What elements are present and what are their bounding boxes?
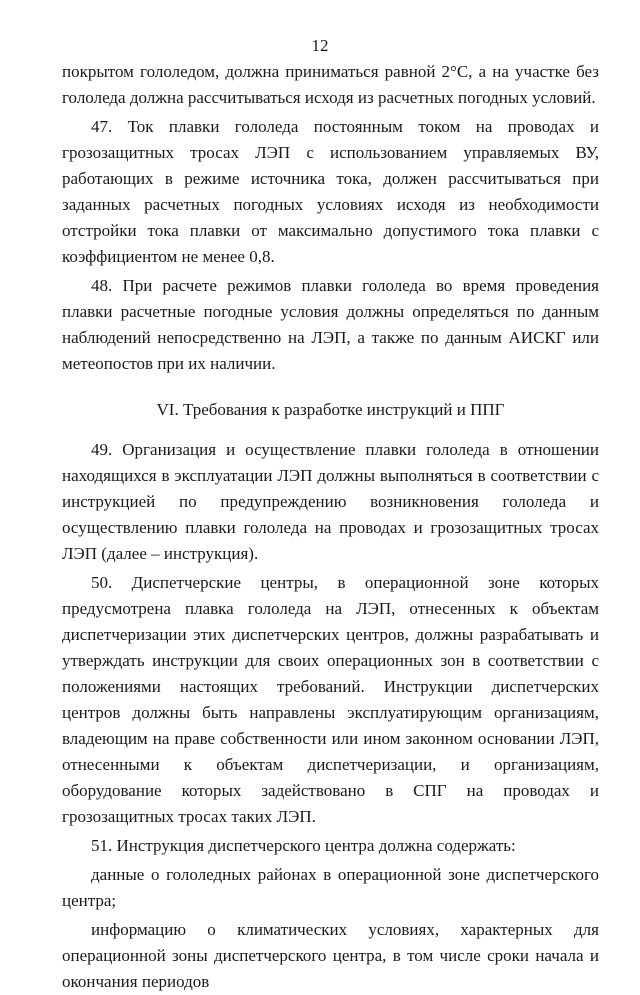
section-heading: VI. Требования к разработке инструкций и ППГ [156, 400, 505, 419]
paragraph-47: 47. Ток плавки гололеда постоянным током на проводах и грозозащитных тросах ЛЭП с использованием управляемых ВУ, работающих в режиме источника тока, должен рассчитываться при заданных расчетных погодных условиях исходя из необходимости отстройки тока плавки от максимально допустимого тока плавки с коэффициентом не менее 0,8. [62, 117, 599, 266]
paragraph-51-item-2: информацию о климатических условиях, характерных для операционной зоны диспетчерского центра, в том числе сроки начала и окончания периодов [62, 920, 599, 991]
paragraph-50: 50. Диспетчерские центры, в операционной зоне которых предусмотрена плавка гололеда на ЛЭП, отнесенных к объектам диспетчеризации этих диспетчерских центров, должны разрабатывать и утверждать инструкции для своих операционных зон в соответствии с положениями настоящих требований. Инструкции диспетчерских центров должны быть направлены эксплуатирующим организациям, владеющим на праве собственности или ином законном основании ЛЭП, отнесенными к объектам диспетчеризации, и организациям, оборудование которых задействовано в СПГ на проводах и грозозащитных тросах таких ЛЭП. [62, 573, 599, 826]
paragraph-49: 49. Организация и осуществление плавки гололеда в отношении находящихся в эксплуатации ЛЭП должны выполняться в соответствии с инструкцией по предупреждению возникновения гололеда и осуществлению плавки гололеда на проводах и грозозащитных тросах ЛЭП (далее – инструкция). [62, 440, 599, 563]
paragraph-48: 48. При расчете режимов плавки гололеда во время проведения плавки расчетные погодные условия должны определяться по данным наблюдений непосредственно на ЛЭП, а также по данным АИСКГ или метеопостов при их наличии. [62, 276, 599, 373]
body-text [62, 59, 599, 995]
paragraph-continuation: покрытом гололедом, должна приниматься равной 2°С, а на участке без гололеда должна рассчитываться исходя из расчетных погодных условий. [62, 62, 599, 107]
page-number: 12 [311, 36, 329, 55]
paragraph-51-item-1: данные о гололедных районах в операционной зоне диспетчерского центра; [62, 865, 599, 910]
paragraph-51: 51. Инструкция диспетчерского центра должна содержать: [91, 836, 516, 855]
